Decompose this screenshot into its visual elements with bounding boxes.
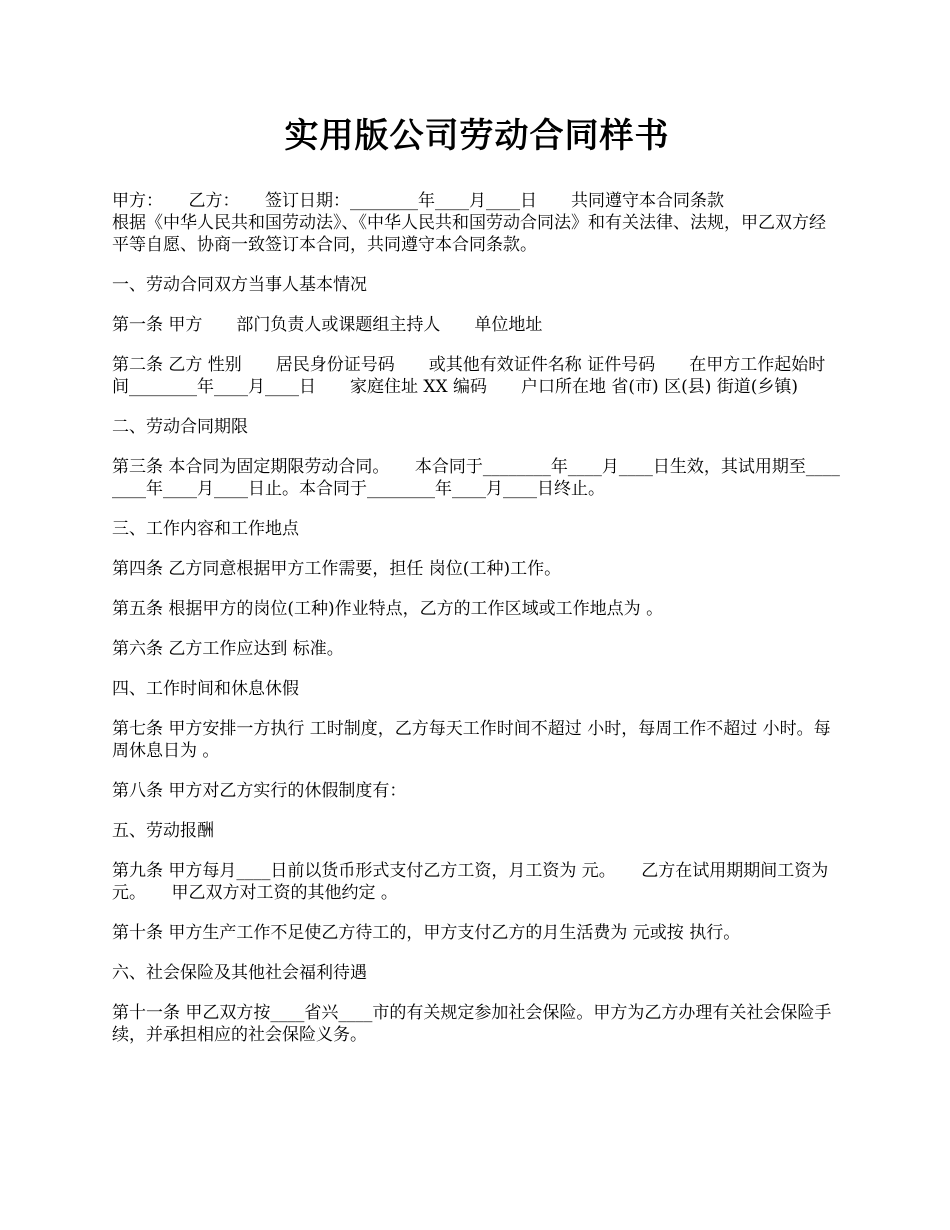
section-heading-5: 五、劳动报酬: [112, 821, 214, 841]
article-1: 第一条 甲方 部门负责人或课题组主持人 单位地址: [112, 315, 543, 335]
article-5: 第五条 根据甲方的岗位(工种)作业特点，乙方的工作区域或工作地点为 。: [112, 599, 664, 619]
article-8: 第八条 甲方对乙方实行的休假制度有：: [112, 781, 407, 801]
article-9: 第九条 甲方每月____日前以货币形式支付乙方工资，月工资为 元。 乙方在试用期期间工资为 元。 甲乙双方对工资的其他约定 。: [112, 861, 834, 903]
section-heading-1: 一、劳动合同双方当事人基本情况: [112, 275, 367, 295]
paragraph-parties-header: 甲方： 乙方： 签订日期：________年____月____日 共同遵守本合同条款: [112, 191, 724, 211]
article-7: 第七条 甲方安排一方执行 工时制度，乙方每天工作时间不超过 小时，每周工作不超过 小时。每周休息日为 。: [112, 719, 831, 761]
section-heading-3: 三、工作内容和工作地点: [112, 519, 299, 539]
paragraph-preamble: 根据《中华人民共和国劳动法》、《中华人民共和国劳动合同法》和有关法律、法规，甲乙双方经平等自愿、协商一致签订本合同，共同遵守本合同条款。: [112, 213, 826, 255]
article-3: 第三条 本合同为固定期限劳动合同。 本合同于________年____月____日生效，其试用期至________年____月____日止。本合同于________年____月____日终止。: [112, 457, 840, 499]
document-page: [112, 108, 842, 1064]
section-heading-2: 二、劳动合同期限: [112, 417, 248, 437]
section-heading-4: 四、工作时间和休息休假: [112, 679, 299, 699]
article-4: 第四条 乙方同意根据甲方工作需要，担任 岗位(工种)工作。: [112, 559, 562, 579]
article-11: 第十一条 甲乙双方按____省兴____市的有关规定参加社会保险。甲方为乙方办理有关社会保险手续，并承担相应的社会保险义务。: [112, 1003, 832, 1045]
document-title: 实用版公司劳动合同样书: [284, 116, 670, 156]
section-heading-6: 六、社会保险及其他社会福利待遇: [112, 963, 367, 983]
article-6: 第六条 乙方工作应达到 标准。: [112, 639, 344, 659]
article-2: 第二条 乙方 性别 居民身份证号码 或其他有效证件名称 证件号码 在甲方工作起始时间________年____月____日 家庭住址 XX 编码 户口所在地 省(市) 区(县) 街道(乡镇): [112, 355, 826, 397]
article-10: 第十条 甲方生产工作不足使乙方待工的，甲方支付乙方的月生活费为 元或按 执行。: [112, 923, 741, 943]
